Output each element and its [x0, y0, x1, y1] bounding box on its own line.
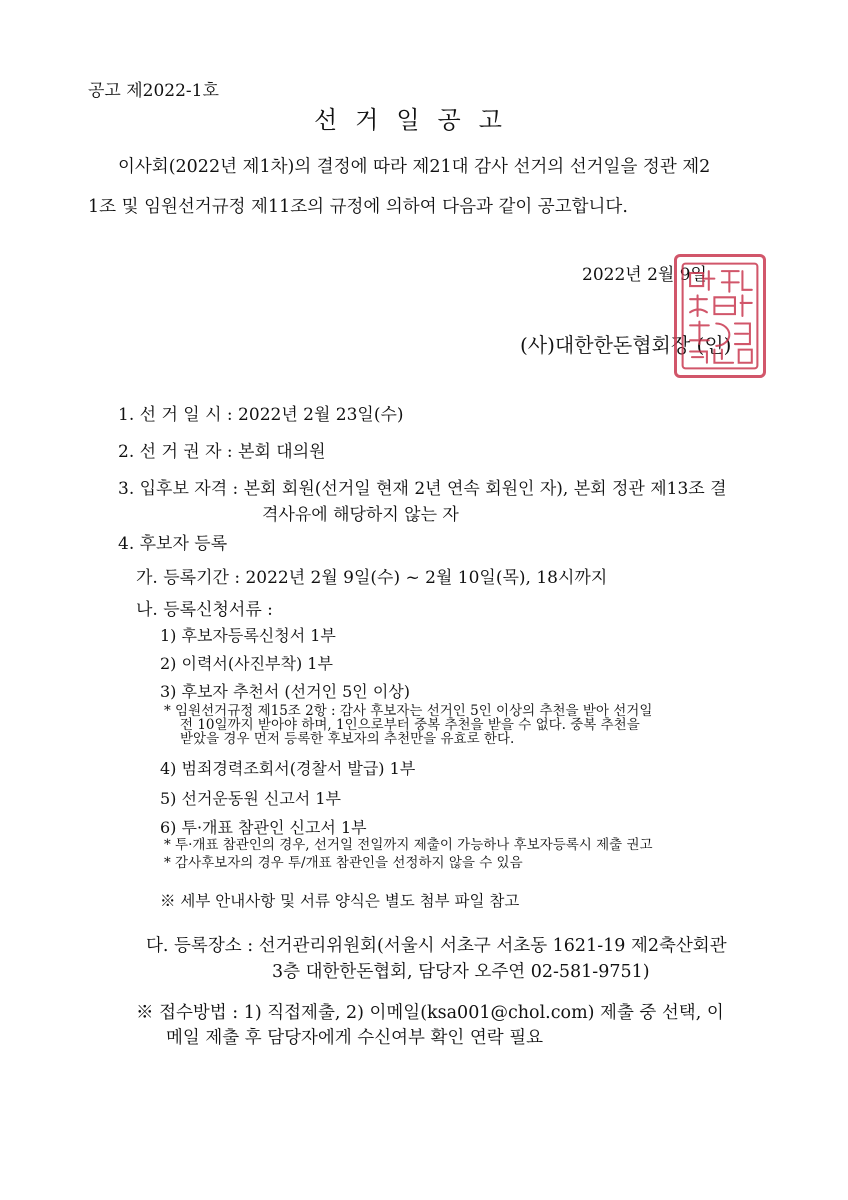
- registration-place-line-2: 3층 대한한돈협회, 담당자 오주연 02-581-9751): [272, 962, 650, 982]
- doc-item-6: 6) 투·개표 참관인 신고서 1부: [160, 818, 367, 837]
- doc-item-6-note-line-1: * 투·개표 참관인의 경우, 선거일 전일까지 제출이 가능하나 후보자등록시 제출 권고: [164, 837, 653, 853]
- submission-method-line-2: 메일 제출 후 담당자에게 수신여부 확인 연락 필요: [166, 1028, 544, 1048]
- seal-pattern-icon: [677, 257, 763, 375]
- item-registration: 4. 후보자 등록: [118, 534, 228, 554]
- doc-number: 공고 제2022-1호: [88, 81, 219, 101]
- issuer-name: (사)대한한돈협회장 (인): [520, 333, 732, 357]
- doc-item-4: 4) 범죄경력조회서(경찰서 발급) 1부: [160, 759, 416, 778]
- intro-line-2: 1조 및 임원선거규정 제11조의 규정에 의하여 다음과 같이 공고합니다.: [88, 197, 628, 217]
- item-eligibility-line-2: 격사유에 해당하지 않는 자: [262, 505, 459, 525]
- doc-item-3-note-line-2: 전 10일까지 받아야 하며, 1인으로부터 중복 추천을 받을 수 없다. 중복 추천을: [180, 717, 640, 733]
- registration-period: 가. 등록기간 : 2022년 2월 9일(수) ~ 2월 10일(목), 18시까지: [136, 568, 608, 588]
- doc-item-1: 1) 후보자등록신청서 1부: [160, 626, 336, 645]
- item-eligibility-line-1: 3. 입후보 자격 : 본회 회원(선거일 현재 2년 연속 회원인 자), 본회 정관 제13조 결: [118, 479, 727, 499]
- doc-item-3-note-line-3: 받았을 경우 먼저 등록한 후보자의 추천만을 유효로 한다.: [180, 731, 515, 747]
- page-title: 선거일공고: [314, 106, 520, 134]
- doc-item-5: 5) 선거운동원 신고서 1부: [160, 789, 341, 808]
- item-electors: 2. 선 거 권 자 : 본회 대의원: [118, 442, 326, 462]
- intro-line-1: 이사회(2022년 제1차)의 결정에 따라 제21대 감사 선거의 선거일을 정관 제2: [118, 157, 711, 177]
- registration-place-line-1: 다. 등록장소 : 선거관리위원회(서울시 서초구 서초동 1621-19 제2축산회관: [146, 936, 727, 956]
- doc-item-3-note-line-1: * 임원선거규정 제15조 2항 : 감사 후보자는 선거인 5인 이상의 추천을 받아 선거일: [164, 703, 653, 719]
- doc-item-3: 3) 후보자 추천서 (선거인 5인 이상): [160, 682, 410, 701]
- announcement-date: 2022년 2월 9일: [582, 265, 707, 285]
- registration-documents-heading: 나. 등록신청서류 :: [136, 600, 273, 620]
- doc-item-6-note-line-2: * 감사후보자의 경우 투/개표 참관인을 선정하지 않을 수 있음: [164, 855, 523, 871]
- item-election-date: 1. 선 거 일 시 : 2022년 2월 23일(수): [118, 405, 404, 425]
- official-seal: [674, 254, 766, 378]
- submission-method-line-1: ※ 접수방법 : 1) 직접제출, 2) 이메일(ksa001@chol.com) 제출 중 선택, 이: [136, 1003, 724, 1023]
- attachment-note: ※ 세부 안내사항 및 서류 양식은 별도 첨부 파일 참고: [160, 892, 520, 910]
- doc-item-2: 2) 이력서(사진부착) 1부: [160, 654, 333, 673]
